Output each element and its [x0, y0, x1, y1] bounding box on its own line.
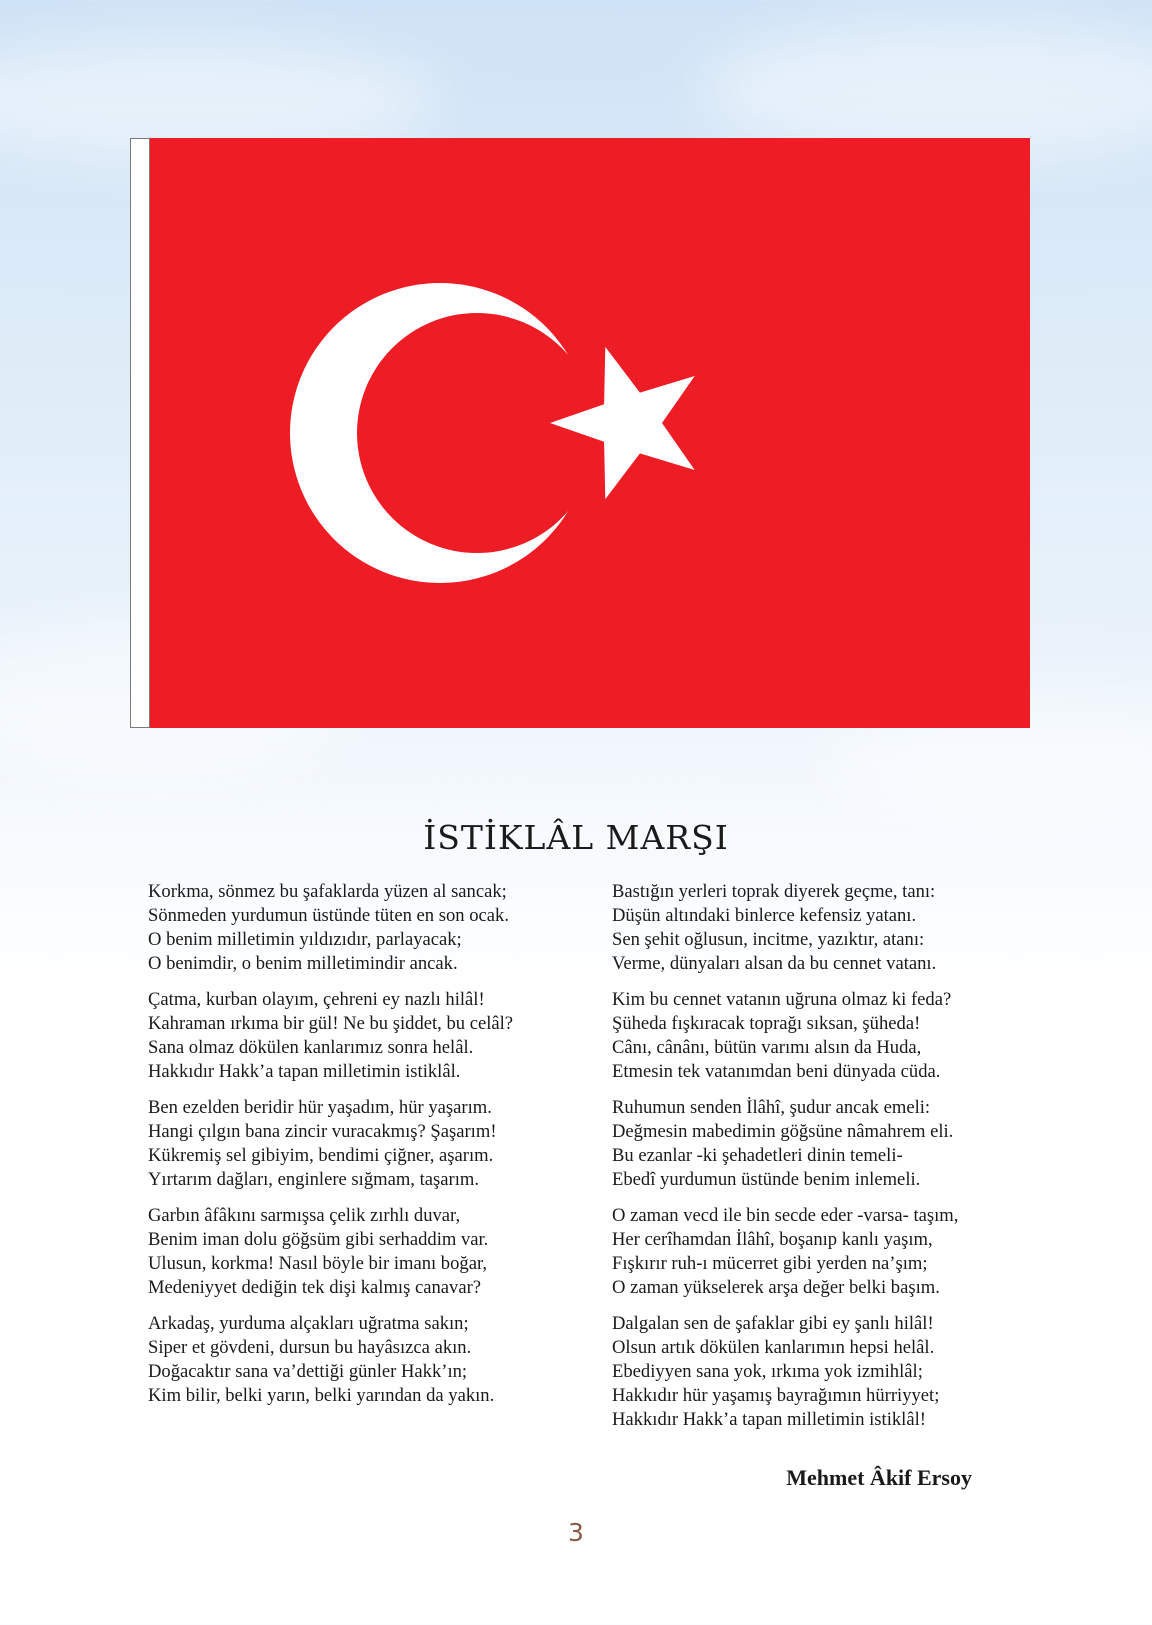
verse-line: Ben ezelden beridir hür yaşadım, hür yaşarım. [148, 1097, 492, 1118]
verse-line: Her cerîhamdan İlâhî, boşanıp kanlı yaşım, [612, 1229, 933, 1250]
page-number: 3 [568, 1518, 584, 1547]
verse-line: Cânı, cânânı, bütün varımı alsın da Huda, [612, 1037, 922, 1058]
verse-line: Dalgalan sen de şafaklar gibi ey şanlı hilâl! [612, 1313, 934, 1334]
crescent-inner [357, 313, 597, 553]
verse-line: Korkma, sönmez bu şafaklarda yüzen al sancak; [148, 881, 507, 902]
verse-line: Etmesin tek vatanımdan beni dünyada cüda. [612, 1061, 941, 1082]
stanza [148, 988, 588, 1084]
verse-line: Ebediyyen sana yok, ırkıma yok izmihlâl; [612, 1361, 923, 1382]
stanza [612, 880, 1032, 976]
verse-line: Kim bilir, belki yarın, belki yarından da yakın. [148, 1385, 495, 1406]
verse-line: Şüheda fışkıracak toprağı sıksan, şüheda! [612, 1013, 921, 1034]
right-column [612, 880, 1032, 1444]
stanza [612, 988, 1032, 1084]
anthem-title: İSTİKLÂL MARŞI [423, 818, 729, 857]
verse-line: Garbın âfâkını sarmışsa çelik zırhlı duvar, [148, 1205, 461, 1226]
stanza [148, 1312, 588, 1408]
turkish-flag [130, 138, 1030, 728]
stanza [148, 1204, 588, 1300]
stanza [148, 1096, 588, 1192]
author-name: Mehmet Âkif Ersoy [786, 1465, 972, 1490]
stanza [612, 1096, 1032, 1192]
verse-line: Siper et gövdeni, dursun bu hayâsızca akın. [148, 1337, 472, 1358]
verse-line: Sönmeden yurdumun üstünde tüten en son ocak. [148, 905, 509, 926]
verse-line: Ulusun, korkma! Nasıl böyle bir imanı boğar, [148, 1253, 488, 1274]
verse-line: Kükremiş sel gibiyim, bendimi çiğner, aşarım. [148, 1145, 494, 1166]
verse-line: Hakkıdır Hakk’a tapan milletimin istiklâl. [148, 1061, 461, 1082]
verse-line: Çatma, kurban olayım, çehreni ey nazlı hilâl! [148, 989, 485, 1010]
verse-line: Sana olmaz dökülen kanlarımız sonra helâl. [148, 1037, 474, 1058]
verse-line: Yırtarım dağları, enginlere sığmam, taşarım. [148, 1169, 479, 1190]
verse-line: Kim bu cennet vatanın uğruna olmaz ki feda? [612, 989, 952, 1010]
verse-line: Medeniyyet dediğin tek dişi kalmış canavar? [148, 1277, 482, 1298]
verse-line: Arkadaş, yurduma alçakları uğratma sakın; [148, 1313, 469, 1334]
verse-line: Sen şehit oğlusun, incitme, yazıktır, atanı: [612, 929, 925, 950]
verse-line: Değmesin mabedimin göğsüne nâmahrem eli. [612, 1121, 954, 1142]
flag-image [150, 138, 1030, 728]
verse-line: O benimdir, o benim milletimindir ancak. [148, 953, 458, 974]
stanza [148, 880, 588, 976]
verse-line: Hangi çılgın bana zincir vuracakmış? Şaşarım! [148, 1121, 497, 1142]
verse-line: Hakkıdır hür yaşamış bayrağımın hürriyyet; [612, 1385, 940, 1406]
verse-line: Benim iman dolu göğsüm gibi serhaddim var. [148, 1229, 489, 1250]
verse-line: Bu ezanlar -ki şehadetleri dinin temeli- [612, 1145, 903, 1166]
verse-line: Doğacaktır sana va’dettiği günler Hakk’ın; [148, 1361, 468, 1382]
flag-pole [130, 138, 150, 728]
verse-line: Fışkırır ruh-ı mücerret gibi yerden na’şım; [612, 1253, 928, 1274]
left-column [148, 880, 588, 1420]
verse-line: Verme, dünyaları alsan da bu cennet vatanı. [612, 953, 937, 974]
verse-line: O benim milletimin yıldızıdır, parlayacak; [148, 929, 462, 950]
stanza [612, 1204, 1032, 1300]
verse-line: Hakkıdır Hakk’a tapan milletimin istiklâl! [612, 1409, 926, 1430]
verse-line: O zaman vecd ile bin secde eder -varsa- taşım, [612, 1205, 959, 1226]
verse-line: Ruhumun senden İlâhî, şudur ancak emeli: [612, 1097, 931, 1118]
verse-line: Olsun artık dökülen kanlarımın hepsi helâl. [612, 1337, 935, 1358]
verse-line: O zaman yükselerek arşa değer belki başım. [612, 1277, 940, 1298]
stanza [612, 1312, 1032, 1432]
verse-line: Düşün altındaki binlerce kefensiz yatanı. [612, 905, 917, 926]
verse-line: Bastığın yerleri toprak diyerek geçme, tanı: [612, 881, 936, 902]
verse-line: Ebedî yurdumun üstünde benim inlemeli. [612, 1169, 921, 1190]
verse-line: Kahraman ırkıma bir gül! Ne bu şiddet, bu celâl? [148, 1013, 514, 1034]
